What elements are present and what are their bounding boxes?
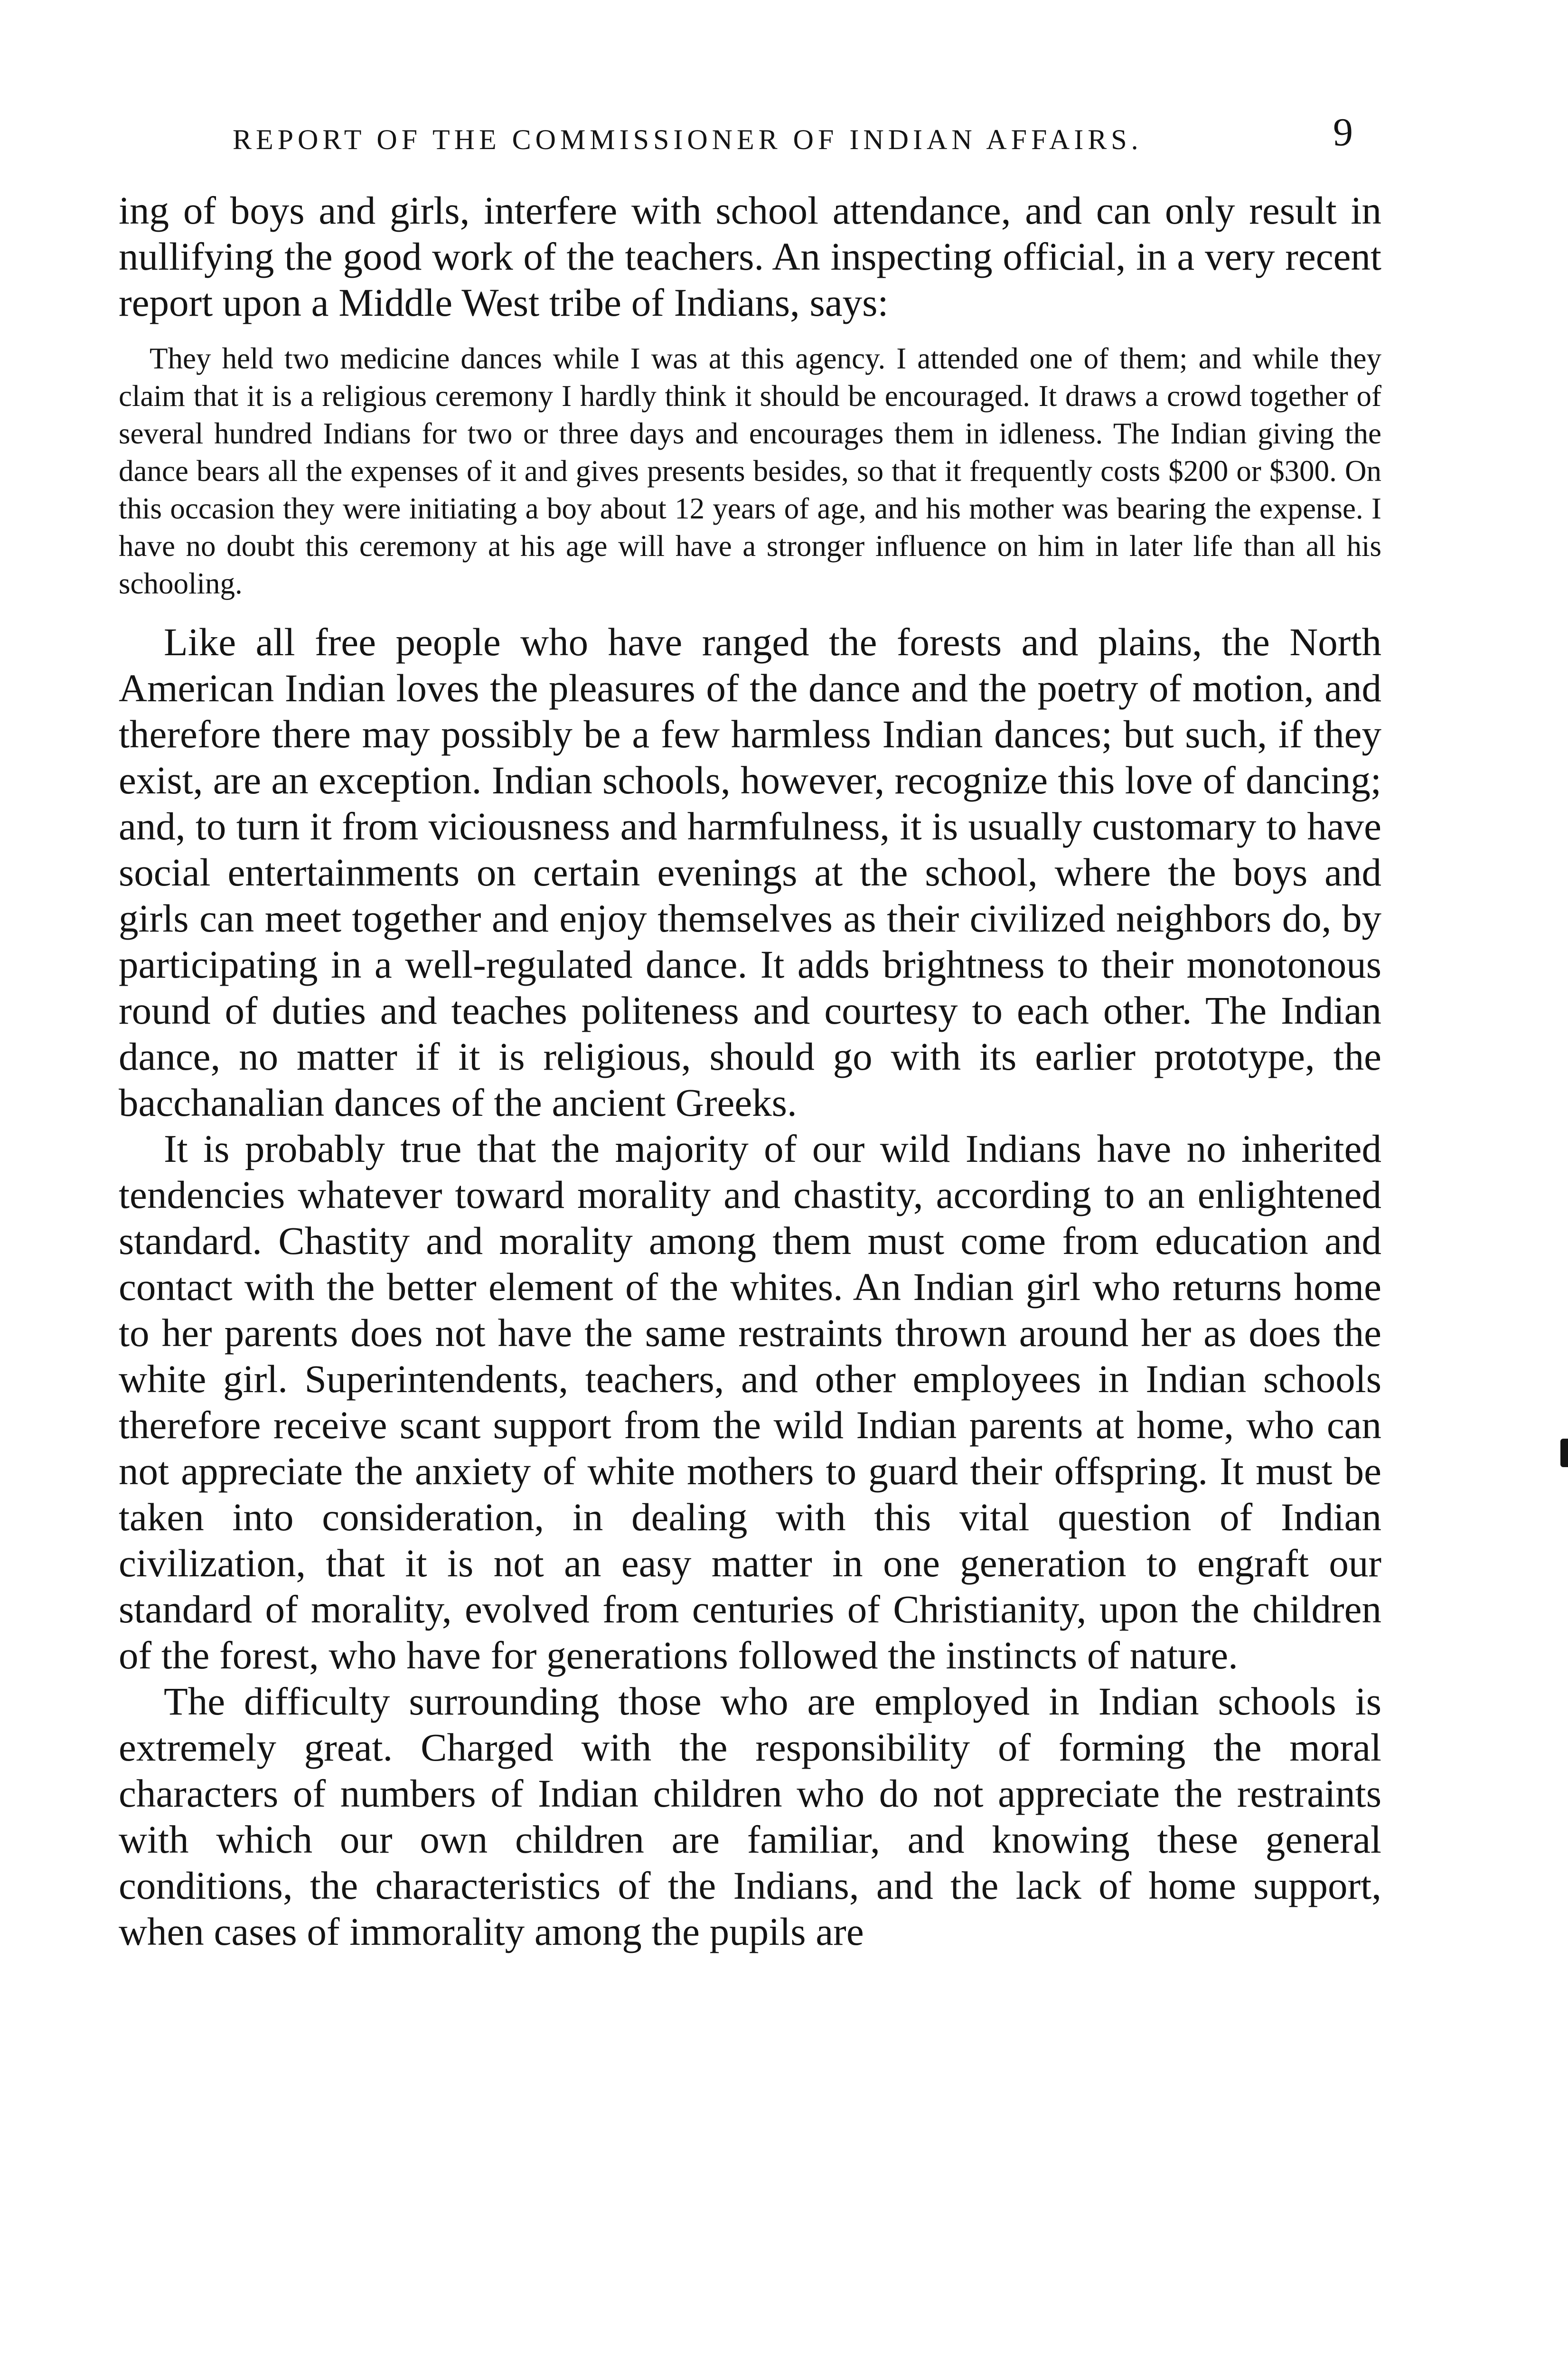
paragraph-continued: ing of boys and girls, interfere with school attendance, and can only result in nullifying the good work of the teachers. An inspecting official, in a very recent report upon a Middle West tribe of Indians, says: (119, 188, 1381, 324)
running-head: REPORT OF THE COMMISSIONER OF INDIAN AFFAIRS. (233, 124, 1143, 155)
page-header (119, 109, 1381, 166)
body-text (119, 188, 1381, 1955)
block-quote: They held two medicine dances while I was at this agency. I attended one of them; and while they claim that it is a religious ceremony I hardly think it should be encouraged. It draws a crowd together of several hundred Indians for two or three days and encourages them in idleness. The Indian giving the dance bears all the expenses of it and gives presents besides, so that it frequently costs $200 or $300. On this occasion they were initiating a boy about 12 years of age, and his mother was bearing the expense. I have no doubt this ceremony at his age will have a stronger influence on him in later life than all his schooling. (119, 342, 1381, 600)
page-number: 9 (1333, 110, 1353, 154)
scan-edge-mark (1560, 1439, 1568, 1467)
paragraph: The difficulty surrounding those who are employed in Indian schools is extremely great. Charged with the responsibility of forming the moral characters of numbers of Indian children who do not appreciate the restraints with which our own children are familiar, and knowing these general conditions, the characteristics of the Indians, and the lack of home support, when cases of immorality among the pupils are (119, 1679, 1381, 1953)
paragraph: It is probably true that the majority of our wild Indians have no inherited tendencies whatever toward morality and chastity, according to an enlightened standard. Chastity and morality among them must come from education and contact with the better element of the whites. An Indian girl who returns home to her parents does not have the same restraints thrown around her as does the white girl. Superintendents, teachers, and other employees in Indian schools therefore receive scant support from the wild Indian parents at home, who can not appreciate the anxiety of white mothers to guard their offspring. It must be taken into consideration, in dealing with this vital question of Indian civilization, that it is not an easy matter in one generation to engraft our standard of morality, evolved from centuries of Christianity, upon the children of the forest, who have for generations followed the instincts of nature. (119, 1127, 1381, 1677)
paragraph: Like all free people who have ranged the forests and plains, the North American Indian loves the pleasures of the dance and the poetry of motion, and therefore there may possibly be a few harmless Indian dances; but such, if they exist, are an exception. Indian schools, however, recognize this love of dancing; and, to turn it from viciousness and harmfulness, it is usually customary to have social entertainments on certain evenings at the school, where the boys and girls can meet together and enjoy themselves as their civilized neighbors do, by participating in a well-regulated dance. It adds brightness to their monotonous round of duties and teaches politeness and courtesy to each other. The Indian dance, no matter if it is religious, should go with its earlier prototype, the bacchanalian dances of the ancient Greeks. (119, 620, 1381, 1124)
